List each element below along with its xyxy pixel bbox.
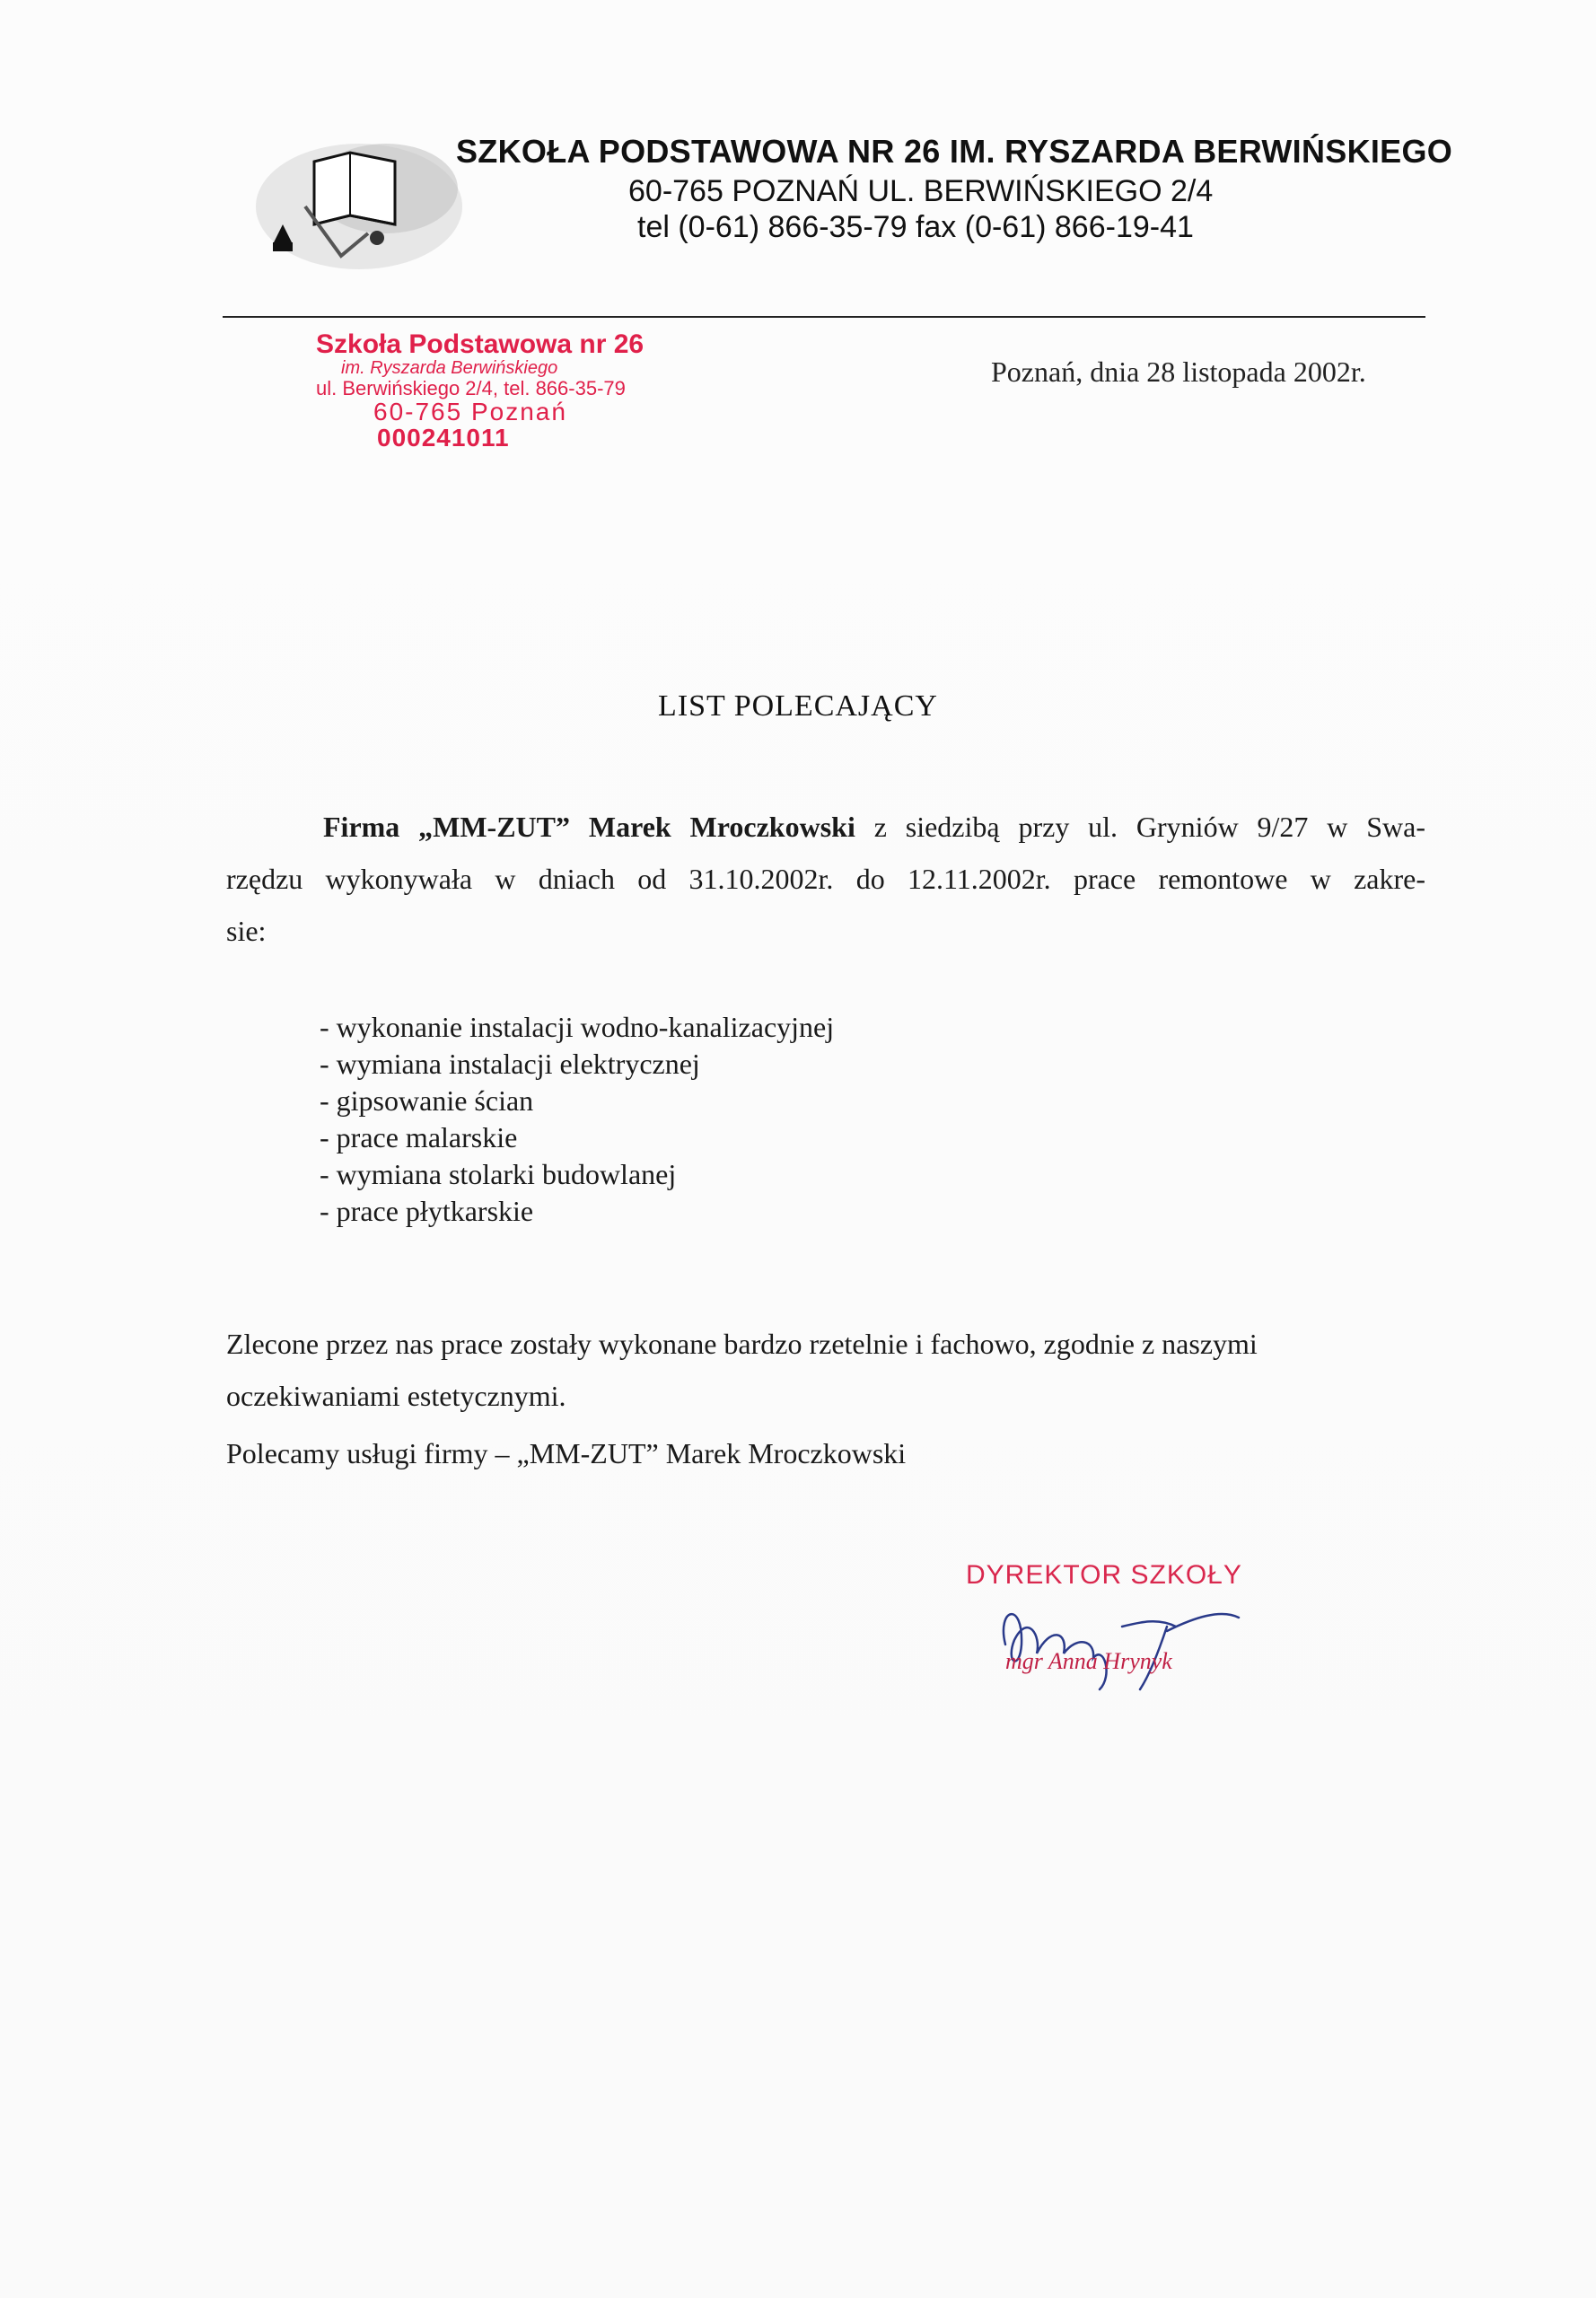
school-logo-image xyxy=(251,126,467,278)
handwritten-signature xyxy=(987,1591,1257,1698)
signature-title: DYREKTOR SZKOŁY xyxy=(966,1560,1242,1590)
paragraph-assessment xyxy=(226,1318,1425,1422)
paragraph-assessment-line-1: Zlecone przez nas prace zostały wykonane bardzo rzetelnie i fachowo, zgodnie z naszymi xyxy=(226,1328,1258,1360)
stamp-line-5: 000241011 xyxy=(377,423,510,452)
school-stamp xyxy=(316,330,657,451)
school-address: 60-765 POZNAŃ UL. BERWIŃSKIEGO 2/4 xyxy=(628,174,1214,208)
list-item: - gipsowanie ścian xyxy=(320,1084,534,1117)
letterhead-divider xyxy=(223,316,1425,318)
list-item: - wymiana instalacji elektrycznej xyxy=(320,1048,700,1080)
paragraph-intro-line-3: sie: xyxy=(226,915,267,947)
stamp-line-1: Szkoła Podstawowa nr 26 xyxy=(316,329,645,359)
letter-heading: LIST POLECAJĄCY xyxy=(658,689,938,723)
stamp-line-3: ul. Berwińskiego 2/4, tel. 866-35-79 xyxy=(316,376,626,399)
paragraph-intro-line-1 xyxy=(226,801,1425,853)
list-item: - wykonanie instalacji wodno-kanalizacyjnej xyxy=(320,1011,835,1043)
signature-name: mgr Anna Hrynyk xyxy=(1005,1648,1172,1674)
works-list xyxy=(320,1009,834,1230)
stamp-line-4: 60-765 Poznań xyxy=(373,397,567,425)
list-item: - prace płytkarskie xyxy=(320,1195,534,1227)
company-address: z siedzibą przy ul. Gryniów 9/27 w Swa- xyxy=(855,811,1426,843)
list-item: - prace malarskie xyxy=(320,1121,518,1153)
school-contact: tel (0-61) 866-35-79 fax (0-61) 866-19-41 xyxy=(637,210,1194,244)
stamp-line-2: im. Ryszarda Berwińskiego xyxy=(341,357,558,378)
school-name: SZKOŁA PODSTAWOWA NR 26 IM. RYSZARDA BERWIŃSKIEGO xyxy=(456,133,1453,170)
list-item: - wymiana stolarki budowlanej xyxy=(320,1158,677,1190)
paragraph-intro xyxy=(226,801,1425,957)
paragraph-recommendation xyxy=(226,1427,1425,1479)
letter-date: Poznań, dnia 28 listopada 2002r. xyxy=(991,355,1366,388)
paragraph-intro-line-2: rzędzu wykonywała w dniach od 31.10.2002r. do 12.11.2002r. prace remontowe w zakre- xyxy=(226,863,1425,895)
paragraph-assessment-line-2: oczekiwaniami estetycznymi. xyxy=(226,1380,566,1412)
company-name: Firma „MM-ZUT” Marek Mroczkowski xyxy=(323,811,855,843)
recommendation-text: Polecamy usługi firmy – „MM-ZUT” Marek Mroczkowski xyxy=(226,1437,907,1469)
